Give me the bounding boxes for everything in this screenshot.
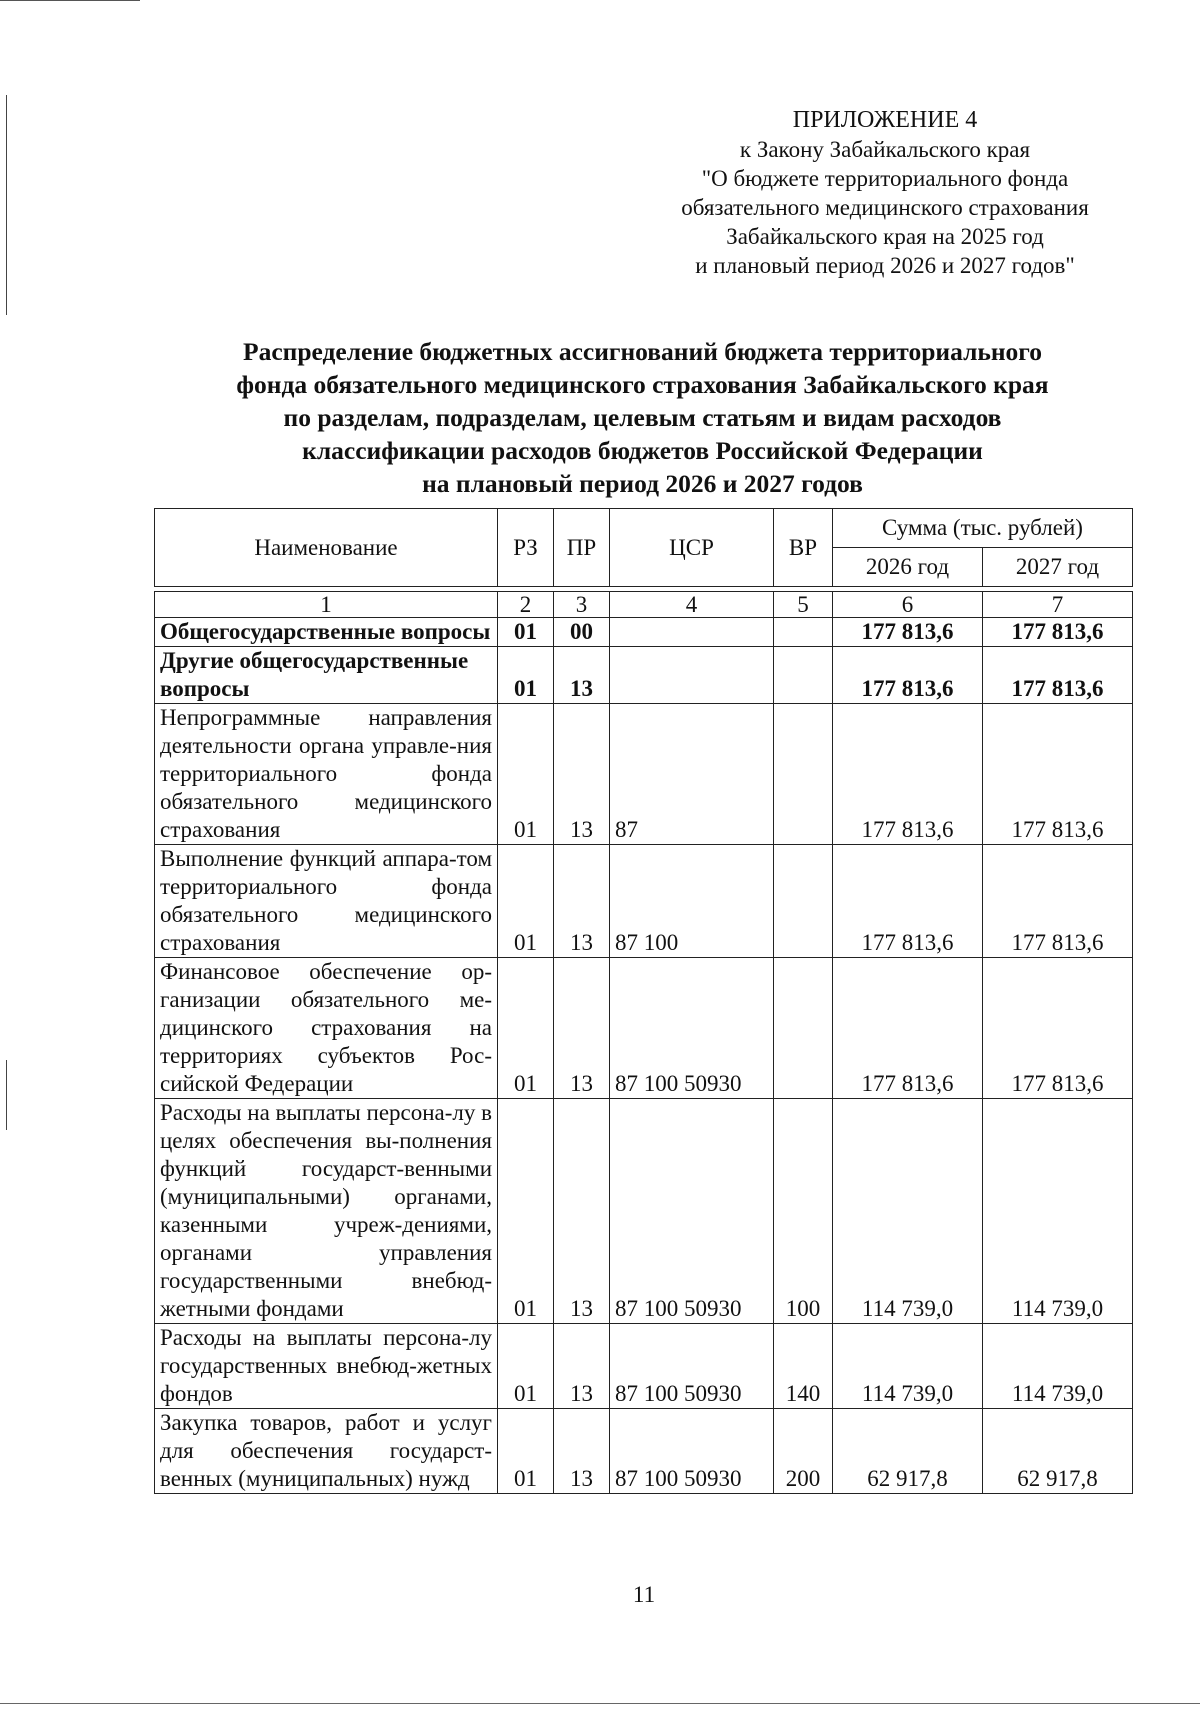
table-row <box>155 958 1133 1099</box>
row-amount-2026: 114 739,0 <box>833 1324 983 1409</box>
appendix-heading: ПРИЛОЖЕНИЕ 4 <box>792 107 978 133</box>
row-vr: 100 <box>774 1099 833 1324</box>
row-amount-2027: 177 813,6 <box>983 958 1133 1099</box>
row-csr: 87 <box>610 704 774 845</box>
row-rz: 01 <box>498 704 554 845</box>
row-amount-2026: 177 813,6 <box>833 647 983 704</box>
row-amount-2027: 114 739,0 <box>983 1099 1133 1324</box>
appendix-line: "О бюджете территориального фонда <box>701 166 1069 191</box>
row-csr: 87 100 50930 <box>610 1409 774 1494</box>
row-name: Выполнение функций аппара-том территориального фонда обязательного медицинского страхования <box>155 845 498 958</box>
header-pr: ПР <box>554 509 610 587</box>
table-row <box>155 1409 1133 1494</box>
row-csr: 87 100 50930 <box>610 1324 774 1409</box>
row-pr: 13 <box>554 704 610 845</box>
page-number: 11 <box>632 1582 656 1607</box>
table-row <box>155 618 1133 647</box>
row-name: Общегосударственные вопросы <box>155 618 498 647</box>
table-row <box>155 845 1133 958</box>
title-line: Распределение бюджетных ассигнований бюджета территориального <box>243 337 1042 366</box>
table-header-row <box>155 509 1133 548</box>
row-amount-2026: 62 917,8 <box>833 1409 983 1494</box>
column-number: 7 <box>983 592 1133 618</box>
header-name: Наименование <box>155 509 498 587</box>
row-amount-2026: 177 813,6 <box>833 845 983 958</box>
row-amount-2027: 114 739,0 <box>983 1324 1133 1409</box>
header-rz: РЗ <box>498 509 554 587</box>
row-rz: 01 <box>498 1409 554 1494</box>
header-year-2027: 2027 год <box>983 548 1133 587</box>
row-pr: 13 <box>554 1099 610 1324</box>
header-vr: ВР <box>774 509 833 587</box>
header-csr: ЦСР <box>610 509 774 587</box>
row-amount-2026: 177 813,6 <box>833 618 983 647</box>
row-csr: 87 100 50930 <box>610 1099 774 1324</box>
row-rz: 01 <box>498 958 554 1099</box>
row-csr: 87 100 50930 <box>610 958 774 1099</box>
row-name: Расходы на выплаты персона-лу государственных внебюд-жетных фондов <box>155 1324 498 1409</box>
table-row <box>155 647 1133 704</box>
document-title <box>150 335 1135 500</box>
row-amount-2027: 177 813,6 <box>983 845 1133 958</box>
row-vr: 200 <box>774 1409 833 1494</box>
header-year-2026: 2026 год <box>833 548 983 587</box>
table-row <box>155 1324 1133 1409</box>
row-name: Другие общегосударственные вопросы <box>155 647 498 704</box>
row-rz: 01 <box>498 618 554 647</box>
row-name: Финансовое обеспечение ор-ганизации обязательного ме-дицинского страхования на территориях субъектов Рос-сийской Федерации <box>155 958 498 1099</box>
column-number: 1 <box>155 592 498 618</box>
table-row <box>155 1099 1133 1324</box>
row-rz: 01 <box>498 1099 554 1324</box>
row-amount-2026: 114 739,0 <box>833 1099 983 1324</box>
row-vr <box>774 704 833 845</box>
row-rz: 01 <box>498 1324 554 1409</box>
row-pr: 00 <box>554 618 610 647</box>
appendix-line: к Закону Забайкальского края <box>739 137 1031 162</box>
row-amount-2027: 177 813,6 <box>983 647 1133 704</box>
row-pr: 13 <box>554 647 610 704</box>
scan-edge-top <box>0 0 140 1</box>
row-csr: 87 100 <box>610 845 774 958</box>
scan-edge-left-lower <box>6 1060 7 1130</box>
title-line: по разделам, подразделам, целевым статьям и видам расходов <box>283 403 1002 432</box>
column-number: 2 <box>498 592 554 618</box>
row-pr: 13 <box>554 1409 610 1494</box>
budget-table <box>154 508 1133 1494</box>
column-number-row <box>155 592 1133 618</box>
row-vr <box>774 618 833 647</box>
row-vr <box>774 845 833 958</box>
row-pr: 13 <box>554 958 610 1099</box>
row-vr <box>774 958 833 1099</box>
row-rz: 01 <box>498 647 554 704</box>
row-vr <box>774 647 833 704</box>
row-amount-2027: 177 813,6 <box>983 618 1133 647</box>
title-line: на плановый период 2026 и 2027 годов <box>422 469 863 498</box>
title-line: классификации расходов бюджетов Российской Федерации <box>302 436 983 465</box>
column-number: 6 <box>833 592 983 618</box>
appendix-header <box>640 106 1130 280</box>
column-number: 3 <box>554 592 610 618</box>
table-row <box>155 704 1133 845</box>
row-amount-2026: 177 813,6 <box>833 958 983 1099</box>
row-pr: 13 <box>554 845 610 958</box>
title-line: фонда обязательного медицинского страхования Забайкальского края <box>236 370 1049 399</box>
column-number: 5 <box>774 592 833 618</box>
row-csr <box>610 647 774 704</box>
row-amount-2027: 62 917,8 <box>983 1409 1133 1494</box>
row-name: Непрограммные направления деятельности органа управле-ния территориального фонда обязательного медицинского страхования <box>155 704 498 845</box>
appendix-line: обязательного медицинского страхования <box>681 195 1089 220</box>
row-amount-2027: 177 813,6 <box>983 704 1133 845</box>
row-vr: 140 <box>774 1324 833 1409</box>
row-name: Закупка товаров, работ и услуг для обеспечения государст-венных (муниципальных) нужд <box>155 1409 498 1494</box>
row-pr: 13 <box>554 1324 610 1409</box>
appendix-line: и плановый период 2026 и 2027 годов" <box>695 253 1075 278</box>
appendix-line: Забайкальского края на 2025 год <box>726 224 1044 249</box>
header-sum: Сумма (тыс. рублей) <box>833 509 1133 548</box>
scan-edge-bottom <box>0 1703 1200 1704</box>
row-name: Расходы на выплаты персона-лу в целях обеспечения вы-полнения функций государст-венными (муниципальными) органами, казенными учреж-дениями, органами управления государственными внебюд-жетными фондами <box>155 1099 498 1324</box>
scan-edge-left <box>6 95 7 315</box>
row-csr <box>610 618 774 647</box>
column-number: 4 <box>610 592 774 618</box>
row-amount-2026: 177 813,6 <box>833 704 983 845</box>
row-rz: 01 <box>498 845 554 958</box>
